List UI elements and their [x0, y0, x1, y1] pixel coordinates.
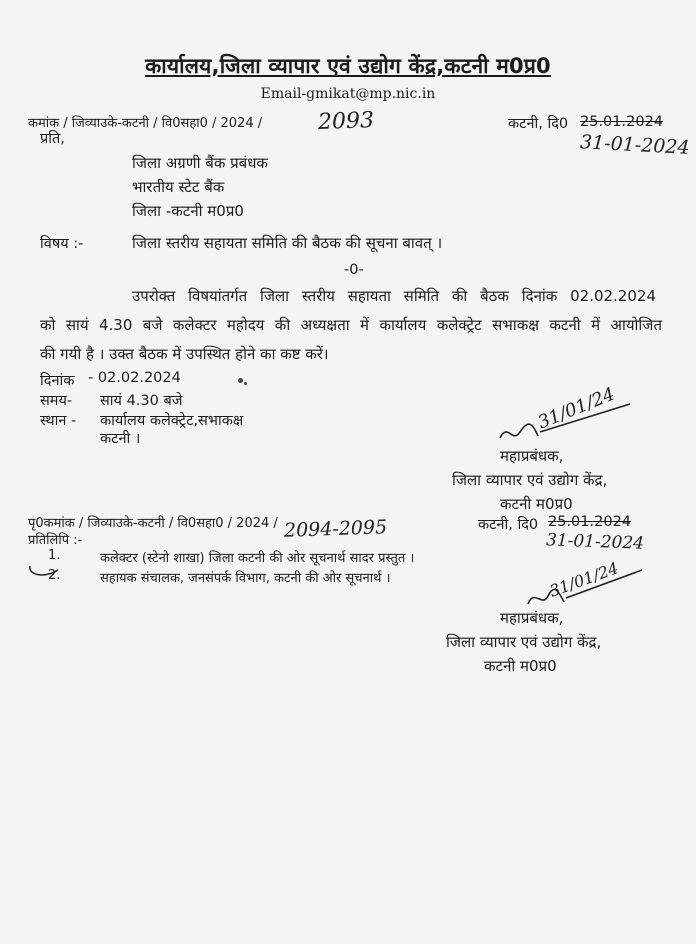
copy-item-number-1: 1. — [48, 548, 61, 563]
subject-text: जिला स्तरीय सहायता समिति की बैठक की सूचना बावत् । — [132, 234, 443, 252]
meeting-date-label: दिनांक — [40, 373, 75, 389]
place-date-label: कटनी, दि0 — [508, 116, 569, 132]
meeting-time-label: समय- — [40, 393, 73, 409]
signature-initials: 31/01/24 — [535, 383, 618, 434]
ink-speck — [238, 378, 243, 383]
copy-reference-number-handwritten: 2094-2095 — [283, 516, 388, 542]
copy-signature-initials: 31/01/24 — [546, 558, 621, 601]
meeting-venue-value-1: कार्यालय कलेक्ट्रेट,सभाकक्ष — [100, 413, 244, 429]
recipient-line-3: जिला -कटनी म0प्र0 — [132, 202, 244, 220]
copy-to-label: प्रतिलिपि :- — [28, 533, 83, 548]
meeting-venue-label: स्थान - — [40, 413, 77, 429]
reference-prefix: कमांक / जिव्याउके-कटनी / वि0सहा0 / 2024 / — [28, 116, 263, 131]
meeting-time-value: सायं 4.30 बजे — [100, 393, 183, 409]
copy-signatory-location: कटनी म0प्र0 — [484, 657, 557, 675]
recipient-line-1: जिला अग्रणी बैंक प्रबंधक — [132, 154, 268, 172]
body-line-1: उपरोक्त विषयांतर्गत जिला स्तरीय सहायता समिति की बैठक दिनांक 02.02.2024 — [132, 287, 656, 305]
office-email: Email-gmikat@mp.nic.in — [260, 86, 436, 102]
signatory-office: जिला व्यापार एवं उद्योग केंद्र, — [452, 471, 608, 489]
copy-signatory-title: महाप्रबंधक, — [500, 609, 564, 627]
subject-label: विषय :- — [40, 236, 84, 252]
copy-item-text-1: कलेक्टर (स्टेनो शाखा) जिला कटनी की ओर सूचनार्थ सादर प्रस्तुत । — [100, 551, 415, 566]
recipient-line-2: भारतीय स्टेट बैंक — [132, 178, 225, 196]
meeting-date-value: - 02.02.2024 — [88, 370, 181, 386]
copy-signatory-office: जिला व्यापार एवं उद्योग केंद्र, — [446, 633, 602, 651]
copy-printed-date-struck: 25.01.2024 — [548, 514, 632, 530]
printed-date-struck: 25.01.2024 — [580, 114, 664, 130]
ink-speck — [244, 382, 247, 385]
handwritten-date: 31-01-2024 — [579, 131, 691, 159]
body-line-2: को सायं 4.30 बजे कलेक्टर महोदय की अध्यक्षता में कार्यालय कलेक्ट्रेट सभाकक्ष कटनी में आयोजित — [40, 316, 662, 334]
to-label: प्रति, — [40, 131, 65, 147]
meeting-venue-value-2: कटनी । — [100, 431, 141, 447]
separator: -0- — [344, 262, 364, 278]
reference-number-handwritten: 2093 — [317, 108, 375, 135]
body-line-3: की गयी है । उक्त बैठक में उपस्थित होने का कष्ट करें। — [40, 345, 329, 363]
copy-place-date-label: कटनी, दि0 — [478, 517, 539, 533]
office-title: कार्यालय,जिला व्यापार एवं उद्योग केंद्र,कटनी म0प्र0 — [145, 54, 551, 78]
signatory-title: महाप्रबंधक, — [500, 447, 564, 465]
copy-item-number-2: 2. — [48, 568, 61, 583]
copy-reference-prefix: पृ0कमांक / जिव्याउके-कटनी / वि0सहा0 / 2024 / — [28, 516, 278, 531]
copy-item-text-2: सहायक संचालक, जनसंपर्क विभाग, कटनी की ओर सूचनार्थ । — [100, 571, 391, 586]
copy-handwritten-date: 31-01-2024 — [545, 530, 645, 554]
signatory-location: कटनी म0प्र0 — [500, 495, 573, 513]
